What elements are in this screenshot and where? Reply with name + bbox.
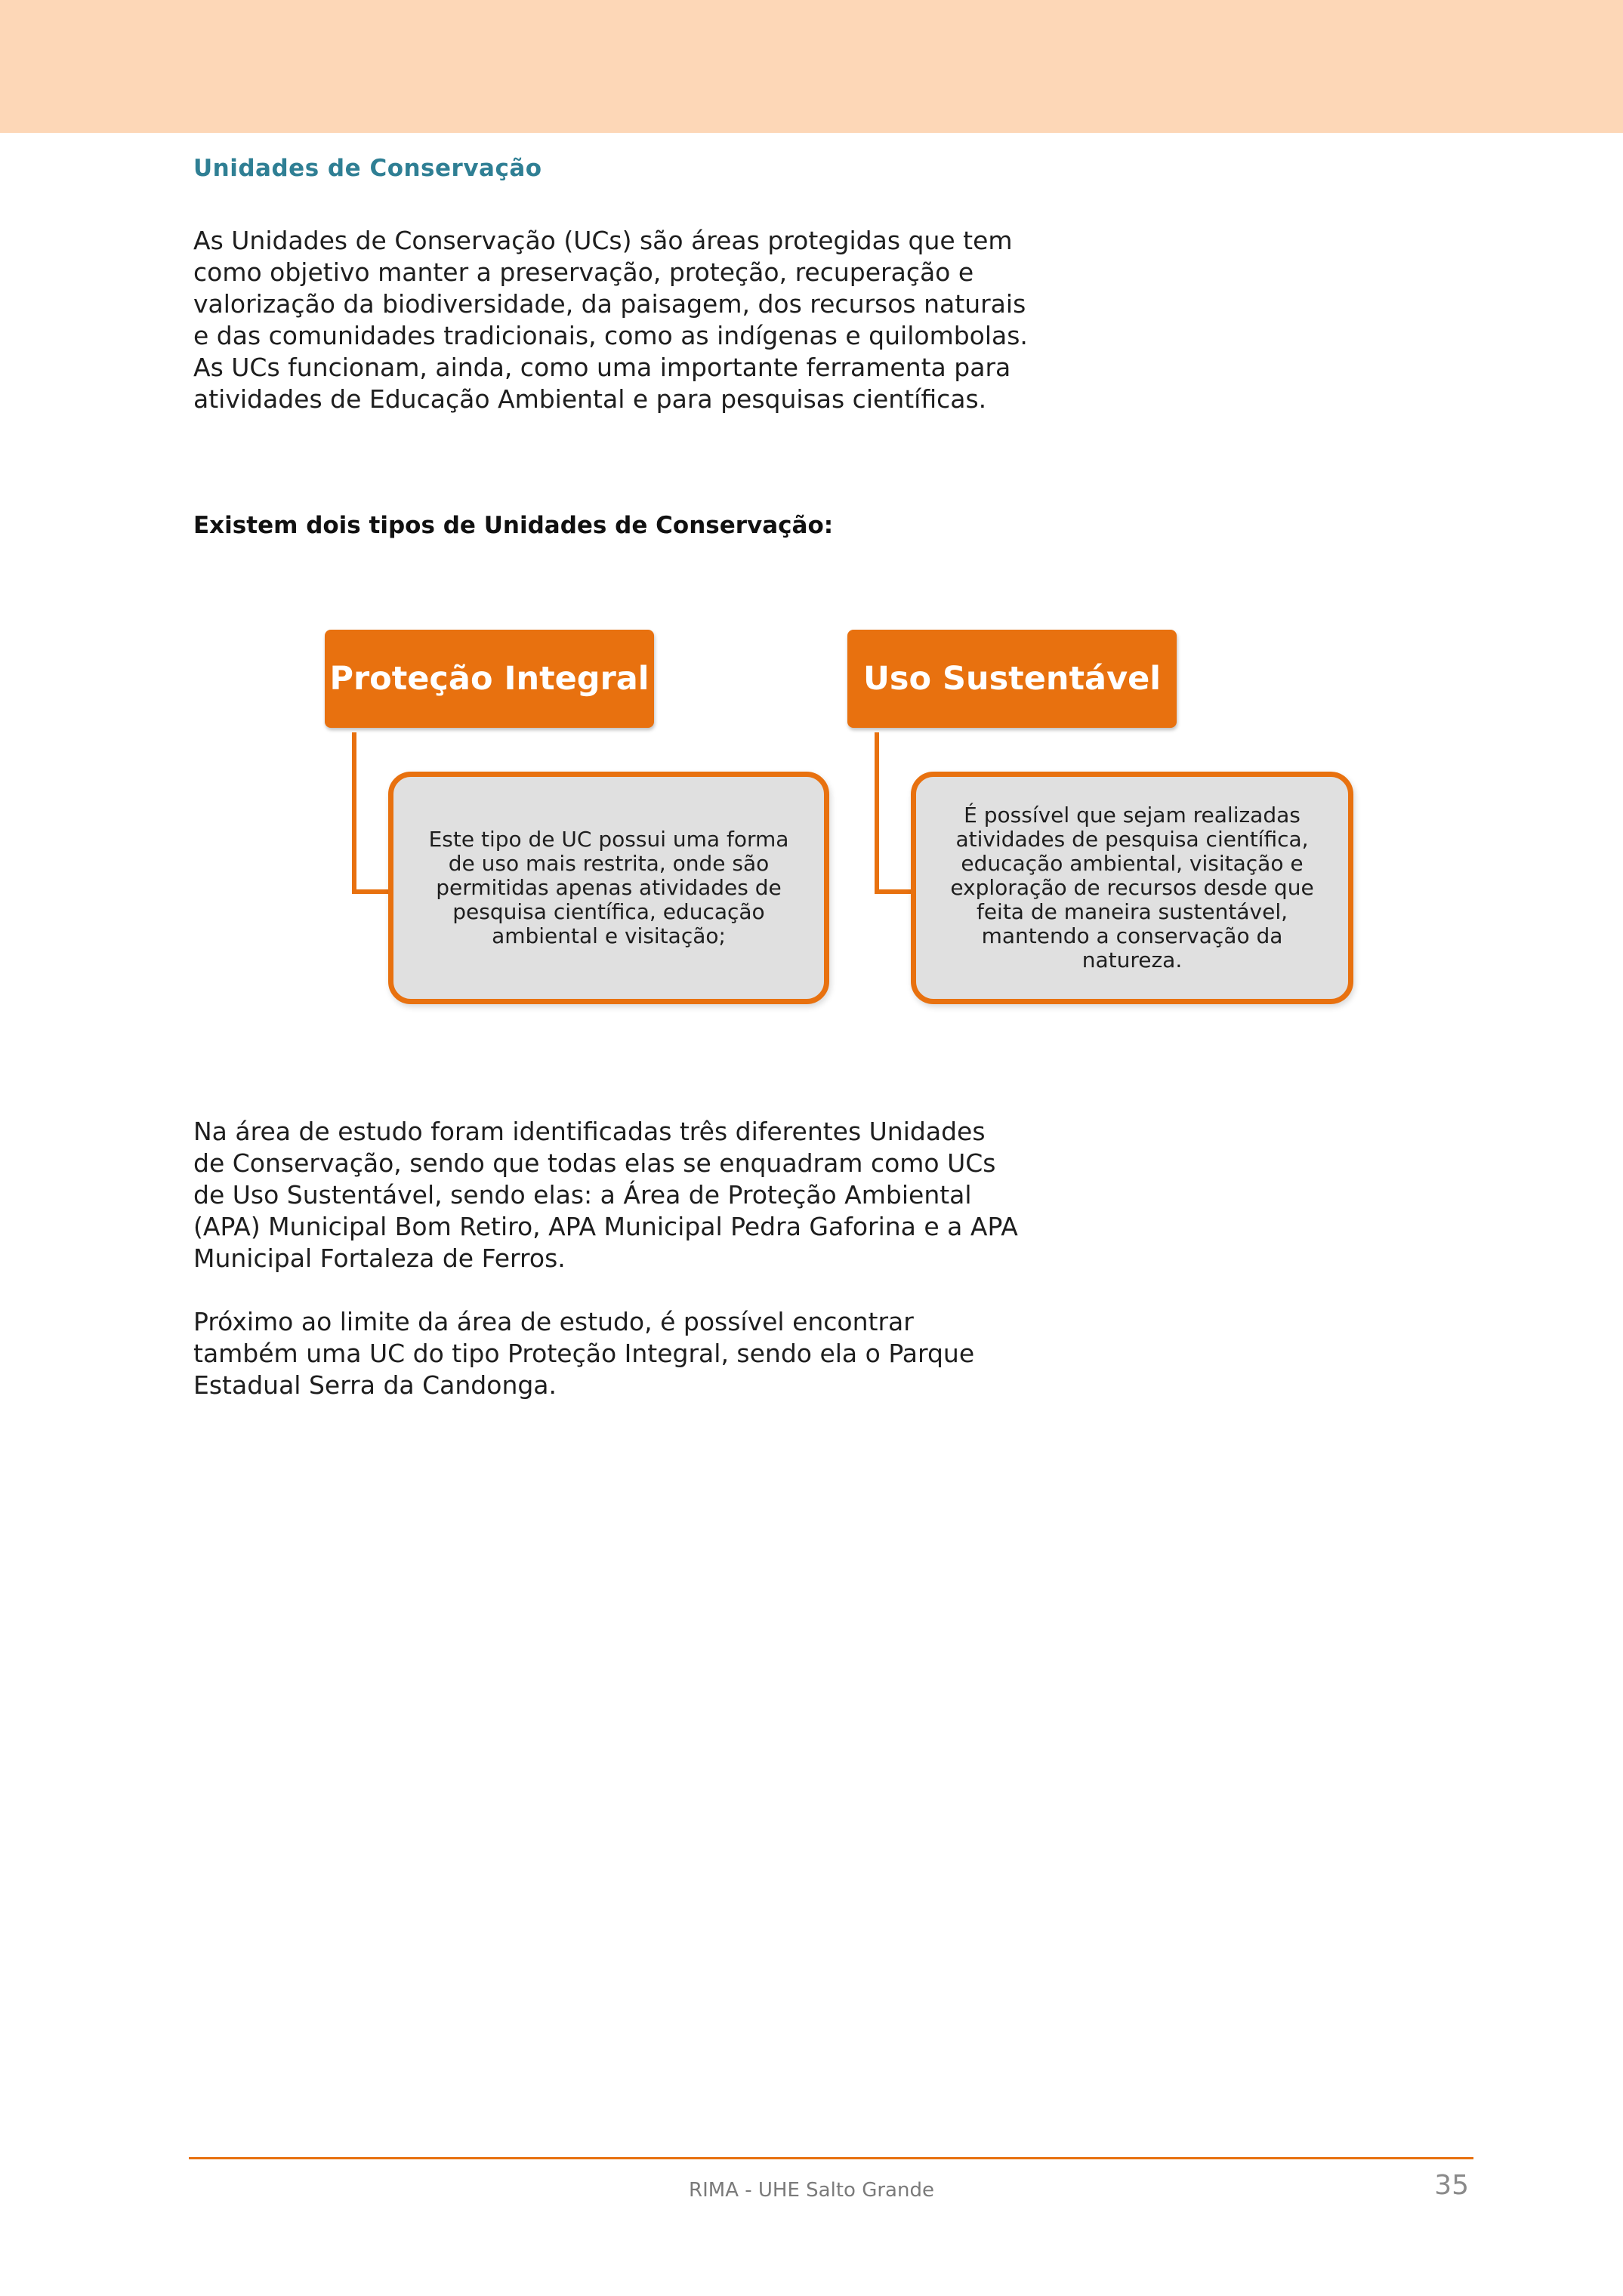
protecao-integral-description-text: Este tipo de UC possui uma forma de uso mais restrita, onde são permitidas apenas atividades de pesquisa científica, educação ambiental e visitação; <box>428 827 789 948</box>
header-band <box>0 0 1623 133</box>
page-number: 35 <box>1434 2170 1469 2201</box>
intro-paragraph: As Unidades de Conservação (UCs) são áreas protegidas que tem como objetivo manter a preservação, proteção, recuperação e valorização da biodiversidade, da paisagem, dos recursos naturais e das comunidades tradicionais, como as indígenas e quilombolas. As UCs funcionam, ainda, como uma importante ferramenta para atividades de Educação Ambiental e para pesquisas científicas. <box>193 226 1028 414</box>
footer-divider <box>189 2157 1473 2159</box>
uso-sustentavel-description <box>911 772 1353 1004</box>
study-area-paragraph: Na área de estudo foram identificadas três diferentes Unidades de Conservação, sendo que todas elas se enquadram como UCs de Uso Sustentável, sendo elas: a Área de Proteção Ambiental (APA) Municipal Bom Retiro, APA Municipal Pedra Gaforina e a APA Municipal Fortaleza de Ferros. <box>193 1117 1018 1273</box>
uso-sustentavel-description-text: É possível que sejam realizadas atividades de pesquisa científica, educação ambiental, visitação e exploração de recursos desde que feita de maneira sustentável, mantendo a conservação da natureza. <box>950 803 1314 972</box>
uso-sustentavel-header: Uso Sustentável <box>847 630 1177 728</box>
footer-text: RIMA - UHE Salto Grande <box>689 2179 934 2202</box>
nearby-uc-paragraph: Próximo ao limite da área de estudo, é possível encontrar também uma UC do tipo Proteção Integral, sendo ela o Parque Estadual Serra da Candonga. <box>193 1307 975 1400</box>
protecao-integral-description <box>388 772 829 1004</box>
protecao-integral-header: Proteção Integral <box>325 630 654 728</box>
section-title: Unidades de Conservação <box>193 155 542 182</box>
types-subheading: Existem dois tipos de Unidades de Conservação: <box>193 512 834 539</box>
